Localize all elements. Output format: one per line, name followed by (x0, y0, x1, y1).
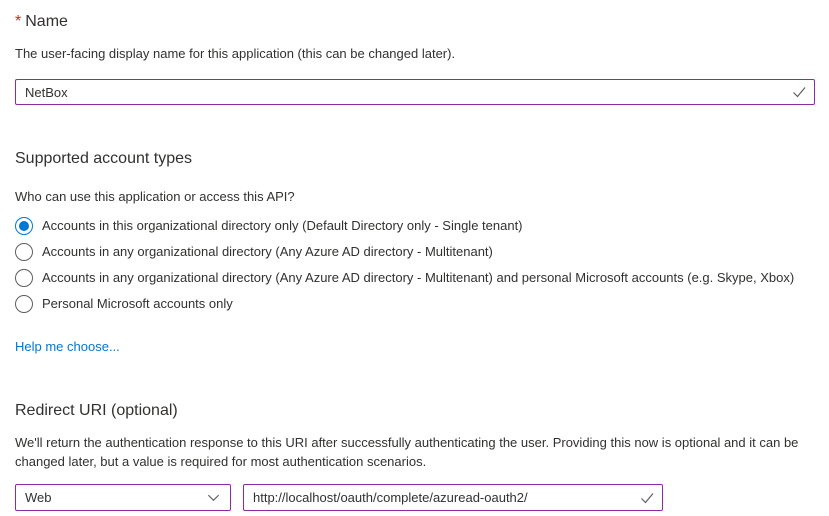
redirect-uri-description: We'll return the authentication response to this URI after successfully authenticating the user. Providing this now is optional and it can be changed later, but a value is required for most authentication scenarios. (15, 435, 799, 469)
chevron-down-icon (206, 490, 221, 505)
account-types-question: Who can use this application or access this API? (15, 189, 295, 204)
platform-select[interactable] (15, 484, 231, 511)
redirect-uri-section (15, 401, 814, 511)
radio-button-icon (15, 217, 33, 235)
platform-select-value: Web (25, 490, 52, 505)
name-input[interactable] (16, 80, 814, 104)
radio-option-label: Accounts in any organizational directory (Any Azure AD directory - Multitenant) and personal Microsoft accounts (e.g. Skype, Xbox) (42, 270, 795, 285)
radio-option-label: Accounts in this organizational directory only (Default Directory only - Single tenant) (42, 218, 523, 233)
radio-option-single-tenant[interactable] (15, 213, 814, 239)
name-section (15, 12, 814, 105)
redirect-uri-title: Redirect URI (optional) (15, 402, 178, 419)
supported-account-types-section (15, 149, 814, 356)
name-description: The user-facing display name for this application (this can be changed later). (15, 46, 456, 61)
radio-option-multitenant[interactable] (15, 239, 814, 265)
redirect-uri-field (243, 484, 663, 511)
help-me-choose-link[interactable]: Help me choose... (15, 339, 120, 354)
account-types-radio-group (15, 213, 814, 317)
radio-option-label: Accounts in any organizational directory (Any Azure AD directory - Multitenant) (42, 244, 493, 259)
required-asterisk: * (15, 13, 22, 30)
name-field (15, 79, 815, 105)
radio-button-icon (15, 295, 33, 313)
name-section-title (15, 12, 814, 31)
radio-button-icon (15, 243, 33, 261)
redirect-uri-row (15, 484, 814, 511)
name-title-text: Name (25, 13, 68, 30)
radio-option-personal-only[interactable] (15, 291, 814, 317)
radio-option-multitenant-personal[interactable] (15, 265, 814, 291)
supported-account-types-title: Supported account types (15, 150, 193, 167)
radio-option-label: Personal Microsoft accounts only (42, 296, 233, 311)
radio-button-icon (15, 269, 33, 287)
redirect-uri-input[interactable] (244, 485, 662, 510)
